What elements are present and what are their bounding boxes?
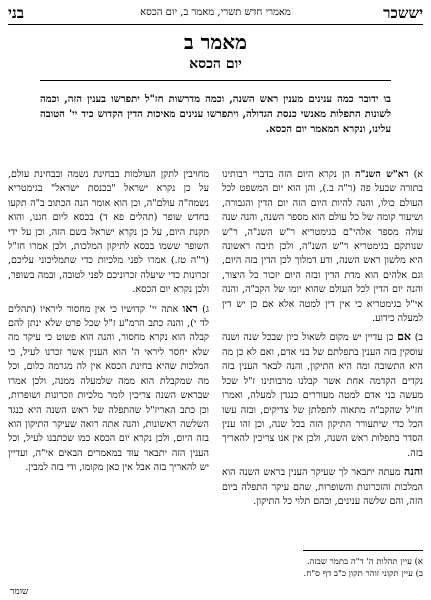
article-subtitle: יום הכסא xyxy=(189,56,242,72)
paragraph-text: מעתה יתבאר לך שעיקר הענין בראש השנה הוא המלכות והזכרונות והשופרות, שהם עיקר התפלה ביום הזה, והם שלשה ענינים, ובהם תלוי כל התיקון. xyxy=(222,467,423,507)
paragraph-marker: ג) xyxy=(202,303,209,315)
paragraph-text: מחויבין לתקן העולמות בבחינת נשמה ובבחינת עולם, על כן נקרא ישראל "בכנסת ישראל" בגימטריא נשמה"ה עולם"ה, וכן הוא אומר הנה הכתוב ב"ה תקעו בחדש שופר (תהלים פא ד) בכסא ליום חגנו, והוא תקנת היום, על כן נקרא ישראל בשם הזה, וכן על ידי השופר ששמו בכסא לתיקון המלכות, ולכן אמרו חז"ל (ר"ה טז.) אמרו לפני מלכיות כדי שתמליכוני עליכם, זכרונות כדי שיעלה זכרוניכם לפני לטובה, ובמה בשופר, ולכן נקרא יום הכסא. xyxy=(8,169,209,296)
footnote: ב) עיין תקוני זוהר תקון כ"ב דף ס"ח. xyxy=(303,569,423,579)
footnotes xyxy=(100,556,423,580)
running-header xyxy=(8,4,423,24)
paragraph xyxy=(8,302,209,476)
header-left-word: בני xyxy=(8,4,25,22)
right-column xyxy=(222,164,423,511)
footnote-rule xyxy=(303,550,423,551)
paragraph xyxy=(8,168,209,298)
header-rule xyxy=(8,24,423,25)
paragraph-text: הן נקרא היום הזה בדברי רבותינו בתורה שבעל פה (ר"ה ב.), והן הוא יום המשפט לכל העולם כולו, והנה להיות היום הזה יום הדין והגבורה, ושיעור קומה של כל עולם הוא מספר השנה, והנה שנה עולה מספר אלהי"ם בגימטריא ר"ש השנ"ה, ר"ש שנותקם בגימטריא ר"ש השנ"ה, ולכן תיבה ראשונה היא מלשון ראש השנה, ודע דמלוך לכן הדין בזה היום, וגם אלהים הוא מדת הדין ובזה היום יזכור כל היצור, והנה יום הדין לכל העולם שהוא יומו של הקב"ה, והנה אי"ל בגימטריא כי אין דין למטה אלא אם כן יש דין למעלה כידוע. xyxy=(222,169,423,325)
paragraph-keyword: והנה xyxy=(403,465,423,479)
paragraph xyxy=(222,465,423,509)
left-column xyxy=(8,164,209,478)
paragraph xyxy=(222,330,423,461)
footnote: א) עיין תהלות ה' ד"ה בתמר שבזה. xyxy=(306,557,423,567)
article-title: מאמר ב xyxy=(184,30,247,54)
paragraph-keyword: ראו xyxy=(182,301,198,315)
paragraph-marker: ב) xyxy=(414,332,423,344)
paragraph-text: אתה יי' קדושיו כי אין מחסור ליראיו (תהלים לד י), והנה כתב הרמ"ע ז"ל שכל פרט שלא ינתן להם קבלה הוא נקרא מחסור, והנה הוא פשוט כי עיקר מה שלא יחסר ליראי ה' הוא הענין אשר זכרנו לעיל, כי המלכות שהיא בחינת הכסא אין לה מגרמה כלום, וכל מה שמקבלת הוא ממה שלמעלה ממנה, ולכן אמרו שבראש השנה צריכין לומר מלכיות וזכרונות ושופרות, וכן כתב האריז"ל שהתפלה של ראש השנה היא כנגד השלשה ראשונות, והנה אתה רואה שעיקר התיקון הוא בזה היום, ולכן נקרא יום הכסא כמו שכתבנו לעיל, וכל הענין הזה יתבאר עוד במאמרים הבאים אי"ה, ועדיין יש להאריך בזה אבל אין כאן מקומו, ודי בזה למבין. xyxy=(8,303,209,474)
title-divider xyxy=(40,80,391,81)
paragraph-marker: א) xyxy=(413,169,423,180)
header-right-word: יששכר xyxy=(383,4,423,22)
intro-paragraph: בו ידובר כמה ענינים מענין ראש השנה, וכמה מדרשות חז"ל יתפרשו בענין הזה, וכמה לשונות התפלות מאנשי כנסת הגדולה, ויתפרשו ענינים מאיכות הדין הקדוש כיד יי' הטובה עלינו, ונקרא המאמר יום הכסא. xyxy=(40,94,391,135)
paragraph-keyword: רא"ש השנ"ה xyxy=(355,169,409,180)
header-center-title: מאמרי חדש תשרי, מאמר ב, יום הכסא xyxy=(140,7,291,18)
catchword: שומר xyxy=(10,587,29,597)
paragraph xyxy=(222,168,423,326)
paragraph-keyword: אם xyxy=(397,330,411,344)
paragraph-text: כן עדיין יש מקום לשאול כיון שבכל שנה ושנה עוסקין בזה הענין בתפלתם של בני אדם, ואם לא כן מה היא התשובה ומה היא התיקון, והנה לבאר הענין בזה נקדים הקדמה אחת אשר קבלנו מרבותינו ז"ל שכל מעשה בני אדם למטה מעוררים כנגדן למעלה, ואמרו חז"ל שהקב"ה מתאוה לתפלתן של צדיקים, ובזה עשו הכל כדי שיתעורר התיקון הזה בכל שנה, וכן זהו ענין הסדר בתפלות ראש השנה, ולכן אין אנו צריכין להאריך בזה. xyxy=(222,332,423,459)
